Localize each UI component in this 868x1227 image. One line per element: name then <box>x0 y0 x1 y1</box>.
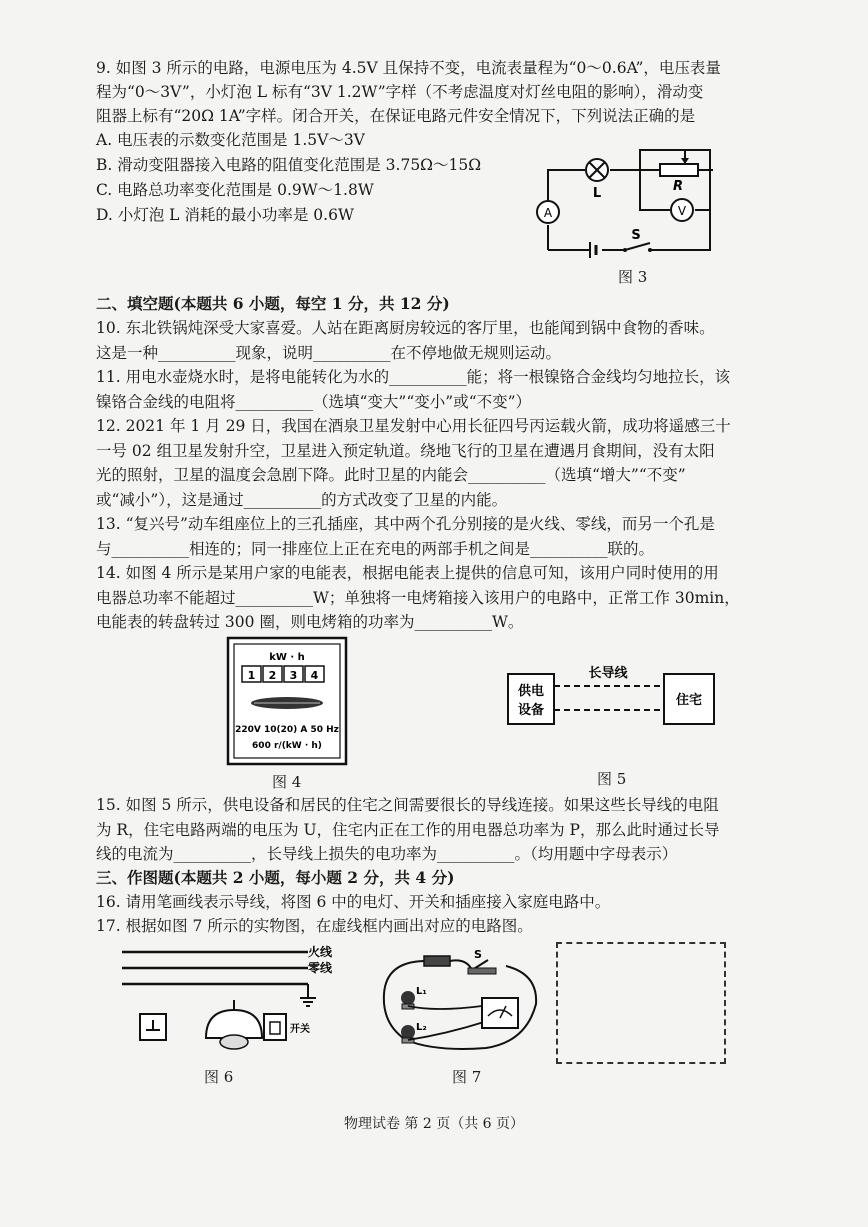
live-label: 火线 <box>308 945 333 959</box>
bulb-icon <box>220 1035 248 1049</box>
lamp-shade-icon <box>206 1010 262 1038</box>
figure-6-caption: 图 6 <box>204 1068 234 1086</box>
l1-label: L₁ <box>416 986 427 997</box>
figure-5-diagram <box>500 664 730 736</box>
section-3-heading: 三、作图题(本题共 2 小题，每小题 2 分，共 4 分) <box>96 868 455 887</box>
supply-label-2: 设备 <box>517 703 545 718</box>
neutral-label: 零线 <box>308 961 333 975</box>
switch-label: S <box>474 948 482 961</box>
q17-line1: 17. 根据如图 7 所示的实物图，在虚线框内画出对应的电路图。 <box>96 917 533 935</box>
q12-line1: 12. 2021 年 1 月 29 日，我国在酒泉卫星发射中心用长征四号丙运载火箭，成功将遥感三十 <box>96 417 731 435</box>
supply-label-1: 供电 <box>517 684 545 699</box>
q14-line1: 14. 如图 4 所示是某用户家的电能表，根据电能表上提供的信息可知，该用户同时使用的用 <box>96 564 719 582</box>
bulb-l2-icon <box>401 1025 415 1039</box>
q12-line4: 或“减小”），这是通过__________的方式改变了卫星的内能。 <box>96 491 508 509</box>
rheostat-label: R <box>672 179 684 194</box>
q12-line2: 一号 02 组卫星发射升空，卫星进入预定轨道。绕地飞行的卫星在遭遇月食期间，没有太阳 <box>96 442 715 460</box>
figure-6-diagram <box>118 940 348 1060</box>
meter-spec: 220V 10(20) A 50 Hz <box>235 725 339 735</box>
q9-line3: 阻器上标有“20Ω 1A”字样。闭合开关，在保证电路元件安全情况下，下列说法正确的是 <box>96 107 696 125</box>
figure-4-meter <box>226 636 348 766</box>
switch-label: 开关 <box>290 1024 310 1035</box>
voltmeter-label: V <box>677 204 687 218</box>
figure-7-caption: 图 7 <box>452 1068 482 1086</box>
answer-box[interactable] <box>556 942 726 1064</box>
house-label: 住宅 <box>675 693 703 708</box>
q9-option-b: B. 滑动变阻器接入电路的阻值变化范围是 3.75Ω～15Ω <box>96 156 482 174</box>
figure-4-caption: 图 4 <box>272 773 302 791</box>
figure-7-diagram <box>376 944 546 1062</box>
q15-line3: 线的电流为__________，长导线上损失的电功率为__________。（均用题中字母表示） <box>96 845 678 863</box>
bulb-l1-icon <box>401 991 415 1005</box>
meter-digit: 3 <box>289 669 298 682</box>
q9-line2: 程为“0～3V”，小灯泡 L 标有“3V 1.2W”字样（不考虑温度对灯丝电阻的影响），滑动变 <box>96 83 704 101</box>
q14-line3: 电能表的转盘转过 300 圈，则电烤箱的功率为__________W。 <box>96 613 524 631</box>
figure-3-circuit <box>530 140 730 280</box>
l2-label: L₂ <box>416 1022 427 1033</box>
q10-line1: 10. 东北铁锅炖深受大家喜爱。人站在距离厨房较远的客厅里，也能闻到锅中食物的香味。 <box>96 319 715 337</box>
q13-line1: 13. “复兴号”动车组座位上的三孔插座，其中两个孔分别接的是火线、零线，而另一个孔是 <box>96 515 715 533</box>
battery-icon <box>424 956 450 966</box>
meter-digit: 2 <box>268 669 277 682</box>
meter-icon <box>482 998 518 1028</box>
page-footer: 物理试卷 第 2 页（共 6 页） <box>343 1116 525 1132</box>
q12-line3: 光的照射，卫星的温度会急剧下降。此时卫星的内能会__________（选填“增大”“不变” <box>96 466 686 484</box>
q16-line1: 16. 请用笔画线表示导线，将图 6 中的电灯、开关和插座接入家庭电路中。 <box>96 893 611 911</box>
switch-label: S <box>631 228 641 243</box>
q9-option-c: C. 电路总功率变化范围是 0.9W～1.8W <box>96 181 374 199</box>
lamp-label: L <box>592 186 602 201</box>
q9-option-a: A. 电压表的示数变化范围是 1.5V～3V <box>96 131 365 149</box>
section-2-heading: 二、填空题(本题共 6 小题，每空 1 分，共 12 分) <box>96 294 450 313</box>
meter-digit: 1 <box>247 669 256 682</box>
q15-line2: 为 R，住宅电路两端的电压为 U，住宅内正在工作的用电器总功率为 P，那么此时通过长导 <box>96 821 720 839</box>
meter-unit: kW · h <box>269 652 305 663</box>
q11-line2: 镍铬合金线的电阻将__________（选填“变大”“变小”或“不变”） <box>96 393 532 411</box>
q14-line2: 电器总功率不能超过__________W；单独将一电烤箱接入该用户的电路中，正常工作 30min， <box>96 589 740 607</box>
rheostat-icon <box>660 164 698 176</box>
ammeter-label: A <box>543 206 553 220</box>
q9-option-d: D. 小灯泡 L 消耗的最小功率是 0.6W <box>96 206 354 224</box>
q15-line1: 15. 如图 5 所示，供电设备和居民的住宅之间需要很长的导线连接。如果这些长导线的电阻 <box>96 796 719 814</box>
figure-5-caption: 图 5 <box>597 770 627 788</box>
q11-line1: 11. 用电水壶烧水时，是将电能转化为水的__________能；将一根镍铬合金线均匀地拉长，该 <box>96 368 731 386</box>
q10-line2: 这是一种__________现象，说明__________在不停地做无规则运动。 <box>96 344 562 362</box>
meter-digit: 4 <box>310 669 319 682</box>
meter-revs: 600 r/(kW · h) <box>252 741 322 751</box>
q9-line1: 9. 如图 3 所示的电路，电源电压为 4.5V 且保持不变，电流表量程为“0～0.6A”，电压表量 <box>96 59 721 77</box>
figure-3-caption: 图 3 <box>618 268 648 286</box>
q13-line2: 与__________相连的；同一排座位上正在充电的两部手机之间是__________联的。 <box>96 540 655 558</box>
wire-label: 长导线 <box>588 666 628 681</box>
